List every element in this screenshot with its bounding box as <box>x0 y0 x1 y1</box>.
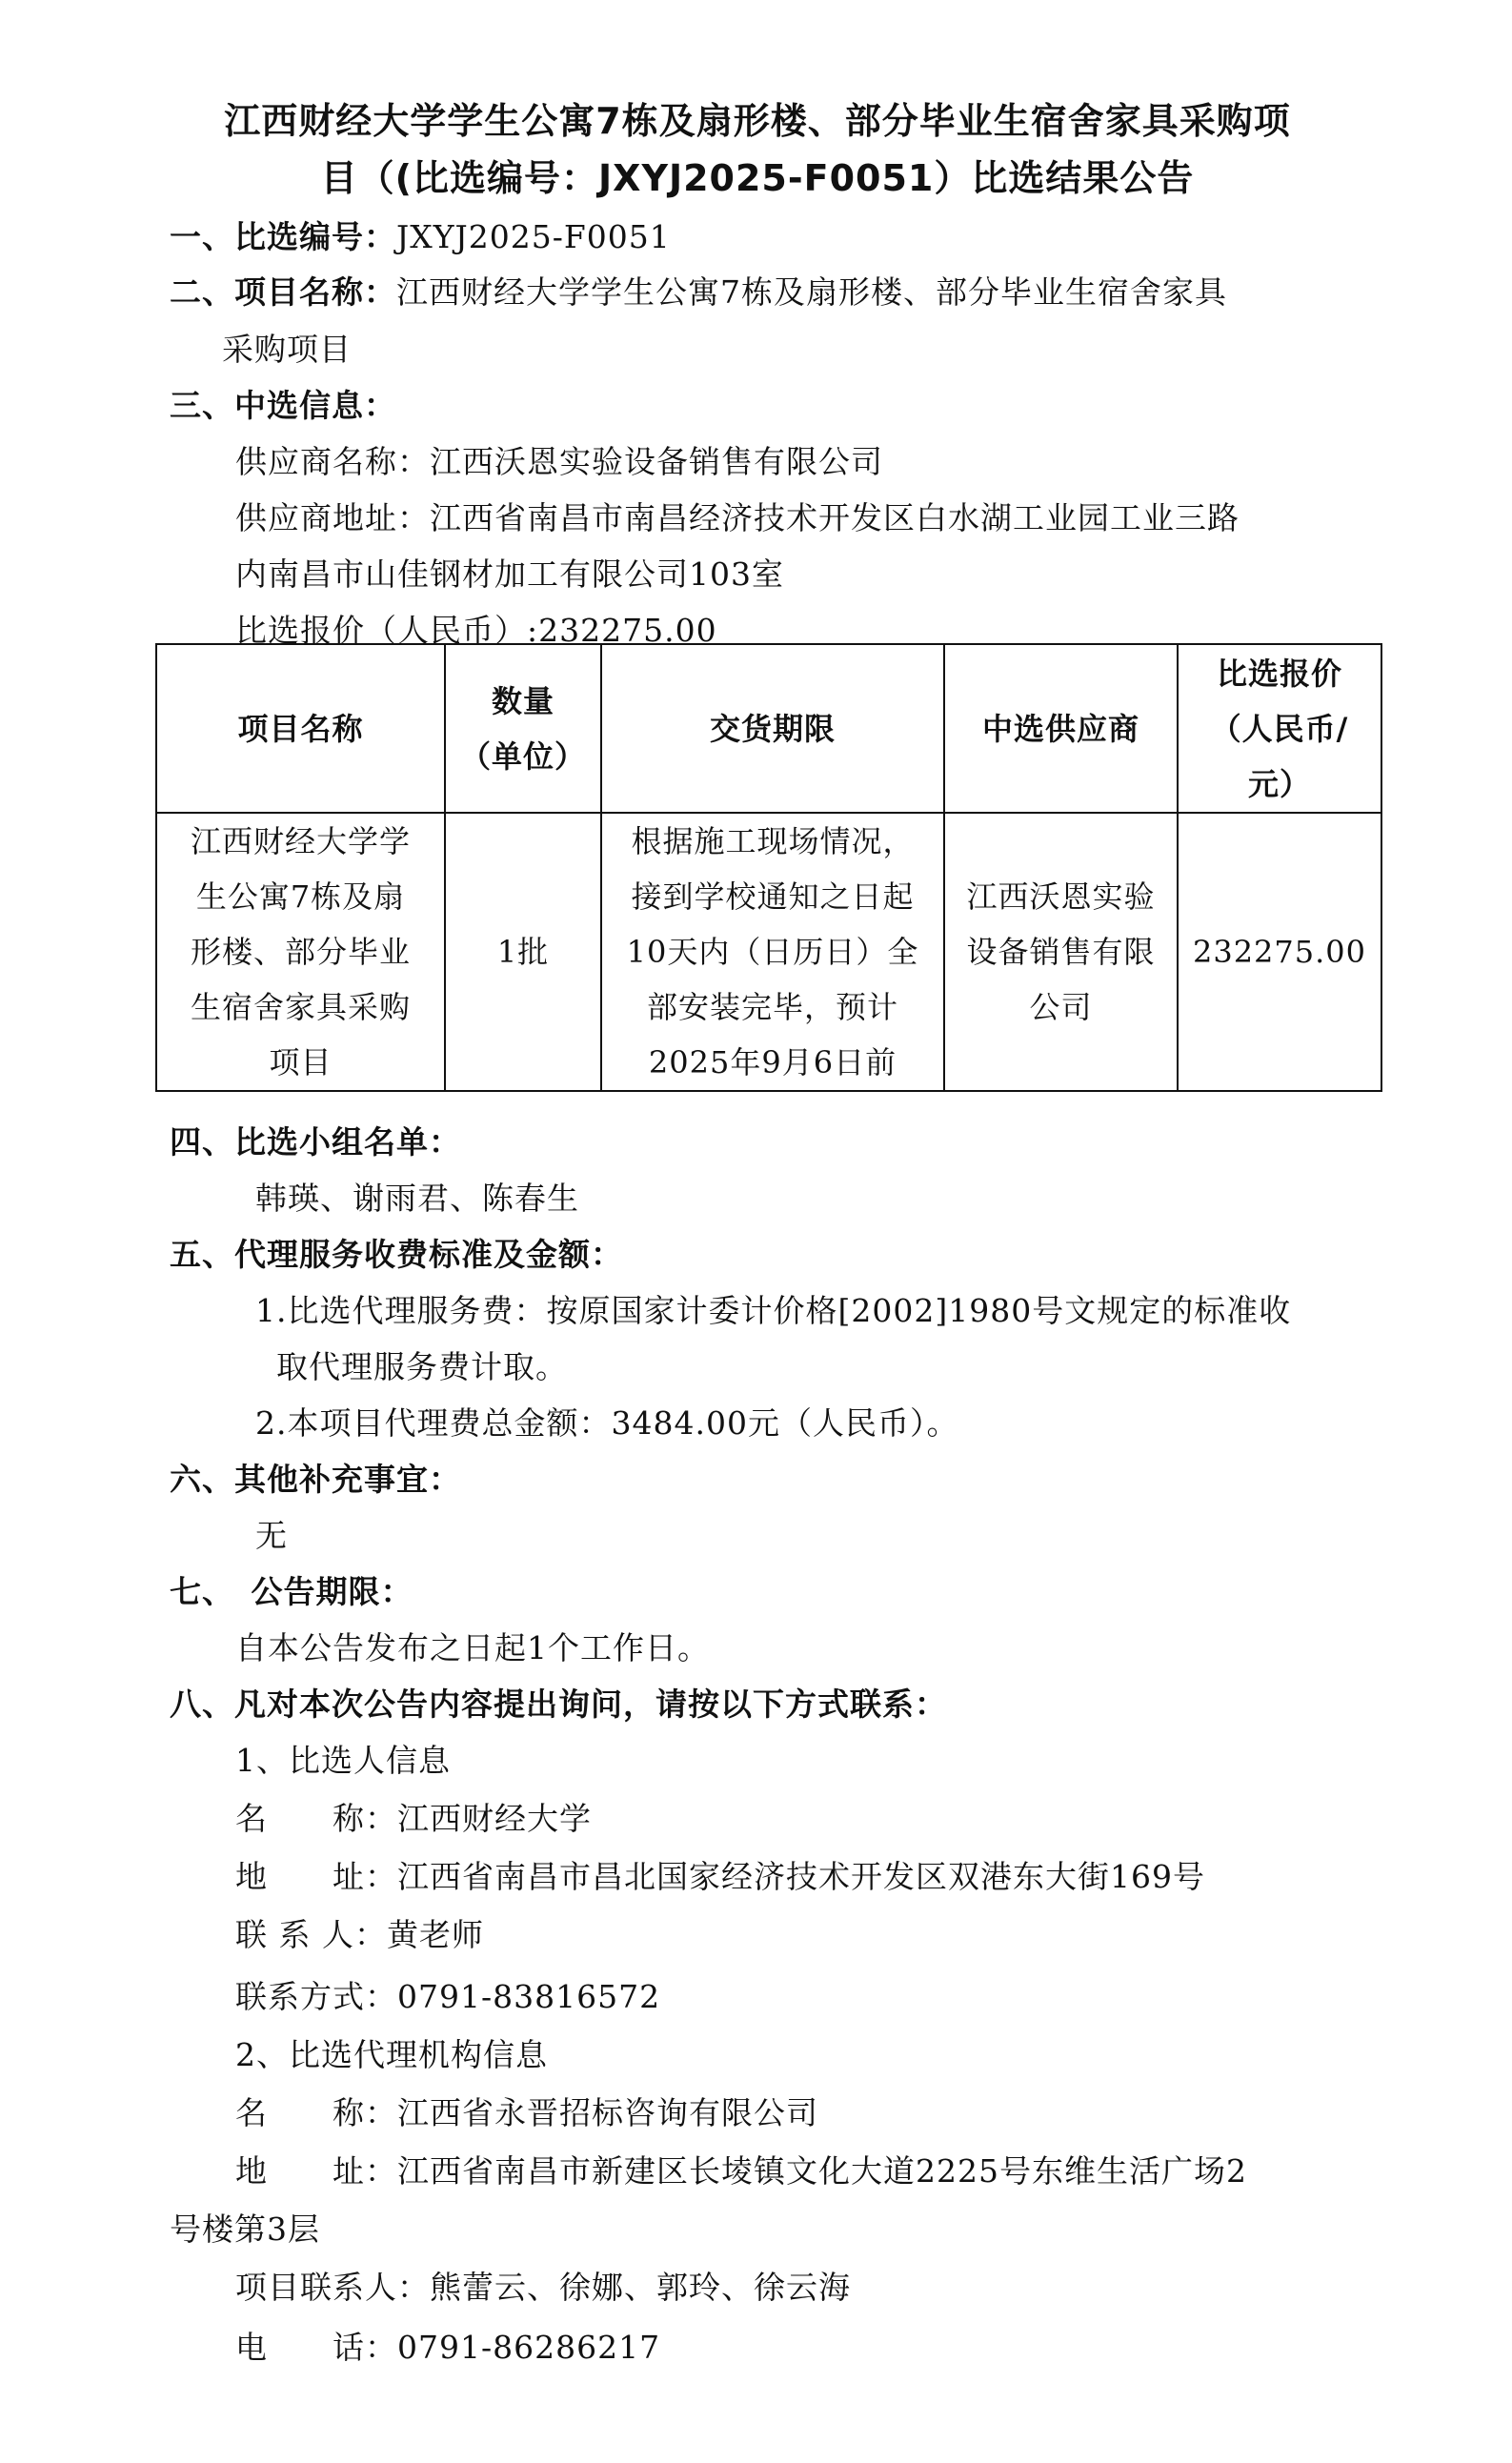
section5-heading: 五、代理服务收费标准及金额： <box>170 1236 623 1273</box>
section2 <box>170 271 1227 314</box>
section2-value-line2: 采购项目 <box>222 331 352 368</box>
fee-item1-line1: 1.比选代理服务费：按原国家计委计价格[2002]1980号文规定的标准收 <box>255 1292 1292 1329</box>
section4-heading: 四、比选小组名单： <box>170 1123 461 1161</box>
result-table <box>155 643 1382 1092</box>
cell-quantity: 1批 <box>445 813 601 1091</box>
cell-delivery-line: 部安装完毕，预计 <box>646 989 898 1025</box>
bid-price: 比选报价（人民币）:232275.00 <box>235 612 717 649</box>
agency-phone: 电 话：0791-86286217 <box>235 2329 661 2366</box>
bidder-contact: 联 系 人：黄老师 <box>235 1916 484 1953</box>
section1-heading: 一、比选编号： <box>170 218 396 255</box>
section8-heading: 八、凡对本次公告内容提出询问，请按以下方式联系： <box>170 1686 947 1723</box>
cell-delivery-line: 根据施工现场情况， <box>631 823 915 859</box>
supplier-address-line1: 供应商地址：江西省南昌市南昌经济技术开发区白水湖工业园工业三路 <box>235 499 1240 536</box>
cell-project-line: 形楼、部分毕业 <box>190 934 411 970</box>
section1 <box>170 215 671 259</box>
cell-supplier-line: 江西沃恩实验 <box>966 878 1156 915</box>
section1-value: JXYJ2025-F0051 <box>396 218 671 255</box>
section6-value: 无 <box>255 1517 288 1554</box>
bidder-address: 地 址：江西省南昌市昌北国家经济技术开发区双港东大街169号 <box>235 1858 1205 1895</box>
fee-item2: 2.本项目代理费总金额：3484.00元（人民币）。 <box>255 1404 959 1442</box>
cell-project-line: 江西财经大学学 <box>190 823 411 859</box>
fee-item1-line2: 取代理服务费计取。 <box>276 1348 568 1385</box>
table-header-row <box>156 644 1381 813</box>
bidder-info-title: 1、比选人信息 <box>235 1742 451 1779</box>
cell-project-line: 生公寓7栋及扇 <box>195 878 406 915</box>
agency-address-line1: 地 址：江西省南昌市新建区长堎镇文化大道2225号东维生活广场2 <box>235 2152 1247 2190</box>
header-price-line1: 比选报价 <box>1216 655 1342 692</box>
document-title-line2: 目（(比选编号：JXYJ2025-F0051）比选结果公告 <box>320 157 1195 199</box>
section2-heading: 二、项目名称： <box>170 273 396 311</box>
cell-delivery <box>601 813 944 1091</box>
header-quantity-line1: 数量 <box>491 682 554 719</box>
cell-supplier-line: 公司 <box>1029 989 1093 1025</box>
cell-supplier-line: 设备销售有限 <box>966 934 1156 970</box>
header-quantity-line2: （单位） <box>459 737 586 775</box>
cell-project-name <box>156 813 445 1091</box>
cell-delivery-line: 10天内（日历日）全 <box>626 934 919 970</box>
header-price-line2: （人民币/ <box>1210 710 1349 747</box>
cell-supplier <box>944 813 1178 1091</box>
cell-delivery-line: 2025年9月6日前 <box>648 1044 897 1080</box>
agency-address-line2: 号楼第3层 <box>170 2211 320 2248</box>
cell-project-line: 生宿舍家具采购 <box>190 989 411 1025</box>
section2-value-line1: 江西财经大学学生公寓7栋及扇形楼、部分毕业生宿舍家具 <box>396 273 1227 311</box>
agency-name: 名 称：江西省永晋招标咨询有限公司 <box>235 2094 818 2131</box>
cell-delivery-line: 接到学校通知之日起 <box>631 878 915 915</box>
table-row <box>156 813 1381 1091</box>
header-project-name: 项目名称 <box>156 644 445 813</box>
supplier-name: 供应商名称：江西沃恩实验设备销售有限公司 <box>235 443 883 480</box>
section3-heading: 三、中选信息： <box>170 387 396 424</box>
header-supplier: 中选供应商 <box>944 644 1178 813</box>
section6-heading: 六、其他补充事宜： <box>170 1461 461 1498</box>
committee-members: 韩瑛、谢雨君、陈春生 <box>255 1180 579 1217</box>
agency-info-title: 2、比选代理机构信息 <box>235 2036 548 2073</box>
section7-heading: 七、 公告期限： <box>170 1573 413 1610</box>
agency-contact: 项目联系人：熊蕾云、徐娜、郭玲、徐云海 <box>235 2269 851 2306</box>
header-price <box>1178 644 1381 813</box>
document-title-line1: 江西财经大学学生公寓7栋及扇形楼、部分毕业生宿舍家具采购项 <box>224 100 1291 142</box>
header-delivery: 交货期限 <box>601 644 944 813</box>
section7-value: 自本公告发布之日起1个工作日。 <box>235 1629 710 1666</box>
cell-project-line: 项目 <box>269 1044 333 1080</box>
header-price-line3: 元） <box>1247 765 1311 802</box>
bidder-phone: 联系方式：0791-83816572 <box>235 1978 661 2015</box>
bidder-name: 名 称：江西财经大学 <box>235 1800 592 1837</box>
cell-price: 232275.00 <box>1178 813 1381 1091</box>
header-quantity <box>445 644 601 813</box>
supplier-address-line2: 内南昌市山佳钢材加工有限公司103室 <box>235 555 784 593</box>
